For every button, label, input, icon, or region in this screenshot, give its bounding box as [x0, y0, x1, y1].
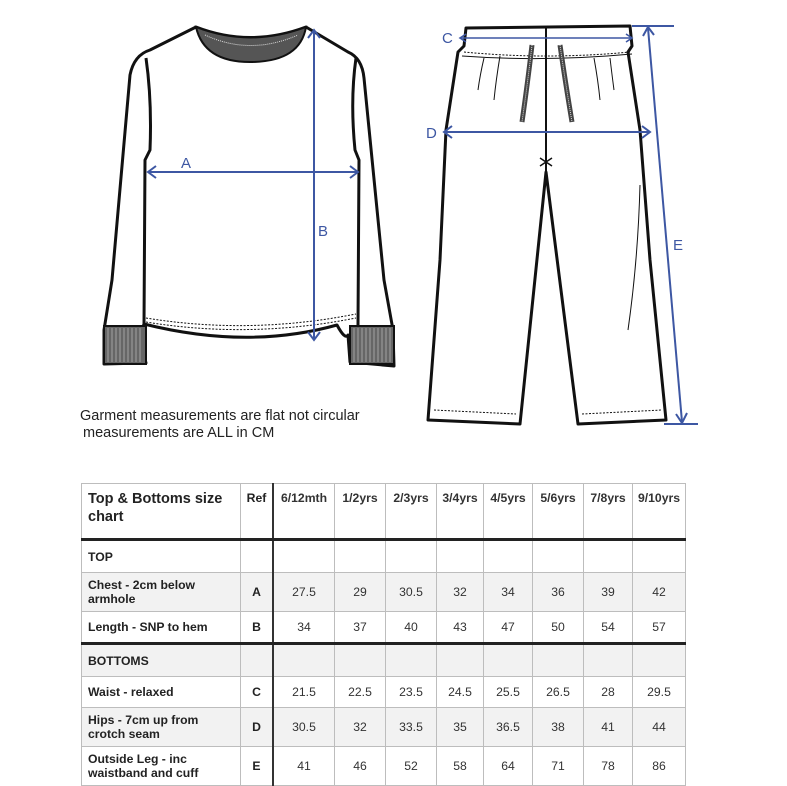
- row-ref: B: [241, 612, 274, 644]
- sweatshirt-cuff-right: [350, 326, 394, 364]
- cell-value: 54: [584, 612, 633, 644]
- cell-value: 21.5: [273, 677, 335, 708]
- cell-value: 33.5: [386, 708, 437, 747]
- cell-value: 30.5: [273, 708, 335, 747]
- section-label: TOP: [82, 540, 241, 573]
- cell-value: 22.5: [335, 677, 386, 708]
- cell-value: 86: [633, 747, 686, 786]
- measure-label-a: A: [181, 155, 192, 172]
- cell-value: 71: [533, 747, 584, 786]
- cell-value: 42: [633, 573, 686, 612]
- row-ref: E: [241, 747, 274, 786]
- cell-value: 41: [584, 708, 633, 747]
- size-header: 3/4yrs: [437, 484, 484, 540]
- size-header: 1/2yrs: [335, 484, 386, 540]
- cell-value: 36: [533, 573, 584, 612]
- sweatshirt-drawing: [104, 27, 394, 366]
- row-label: Outside Leg - inc waistband and cuff: [82, 747, 241, 786]
- table-row: [82, 747, 686, 786]
- table-row: [82, 677, 686, 708]
- measure-label-d: D: [426, 125, 437, 142]
- table-title: Top & Bottoms size chart: [82, 484, 241, 540]
- cell-value: 32: [335, 708, 386, 747]
- cell-value: 34: [484, 573, 533, 612]
- measurement-note: [80, 408, 360, 442]
- cell-value: 25.5: [484, 677, 533, 708]
- size-header: 9/10yrs: [633, 484, 686, 540]
- size-header: 7/8yrs: [584, 484, 633, 540]
- cell-value: 40: [386, 612, 437, 644]
- cell-value: 24.5: [437, 677, 484, 708]
- cell-value: 44: [633, 708, 686, 747]
- size-header: 5/6yrs: [533, 484, 584, 540]
- row-label: Hips - 7cm up from crotch seam: [82, 708, 241, 747]
- table-row: [82, 708, 686, 747]
- cell-value: 41: [273, 747, 335, 786]
- cell-value: 43: [437, 612, 484, 644]
- cell-value: 29.5: [633, 677, 686, 708]
- row-ref: D: [241, 708, 274, 747]
- cell-value: 23.5: [386, 677, 437, 708]
- size-header: 2/3yrs: [386, 484, 437, 540]
- size-header: 6/12mth: [273, 484, 335, 540]
- table-row: [82, 612, 686, 644]
- cell-value: 32: [437, 573, 484, 612]
- cell-value: 27.5: [273, 573, 335, 612]
- measure-label-e: E: [673, 237, 684, 254]
- size-header: 4/5yrs: [484, 484, 533, 540]
- note-line-1: Garment measurements are flat not circular: [80, 408, 360, 424]
- section-label: BOTTOMS: [82, 644, 241, 677]
- section-row-top: [82, 540, 686, 573]
- cell-value: 34: [273, 612, 335, 644]
- cell-value: 29: [335, 573, 386, 612]
- cell-value: 78: [584, 747, 633, 786]
- cell-value: 46: [335, 747, 386, 786]
- table-row: [82, 573, 686, 612]
- cell-value: 52: [386, 747, 437, 786]
- cell-value: 26.5: [533, 677, 584, 708]
- measure-label-c: C: [442, 30, 453, 47]
- note-line-2: measurements are ALL in CM: [83, 425, 275, 441]
- cell-value: 39: [584, 573, 633, 612]
- cell-value: 35: [437, 708, 484, 747]
- cell-value: 50: [533, 612, 584, 644]
- cell-value: 38: [533, 708, 584, 747]
- row-label: Length - SNP to hem: [82, 612, 241, 644]
- cell-value: 57: [633, 612, 686, 644]
- cell-value: 37: [335, 612, 386, 644]
- row-ref: A: [241, 573, 274, 612]
- cell-value: 36.5: [484, 708, 533, 747]
- table-header-row: [82, 484, 686, 540]
- section-row-bottoms: [82, 644, 686, 677]
- cell-value: 64: [484, 747, 533, 786]
- cell-value: 28: [584, 677, 633, 708]
- measure-label-b: B: [318, 223, 329, 240]
- cell-value: 47: [484, 612, 533, 644]
- cell-value: 30.5: [386, 573, 437, 612]
- row-ref: C: [241, 677, 274, 708]
- ref-header: Ref: [241, 484, 274, 540]
- cell-value: 58: [437, 747, 484, 786]
- row-label: Chest - 2cm below armhole: [82, 573, 241, 612]
- size-chart-table: [81, 483, 686, 786]
- row-label: Waist - relaxed: [82, 677, 241, 708]
